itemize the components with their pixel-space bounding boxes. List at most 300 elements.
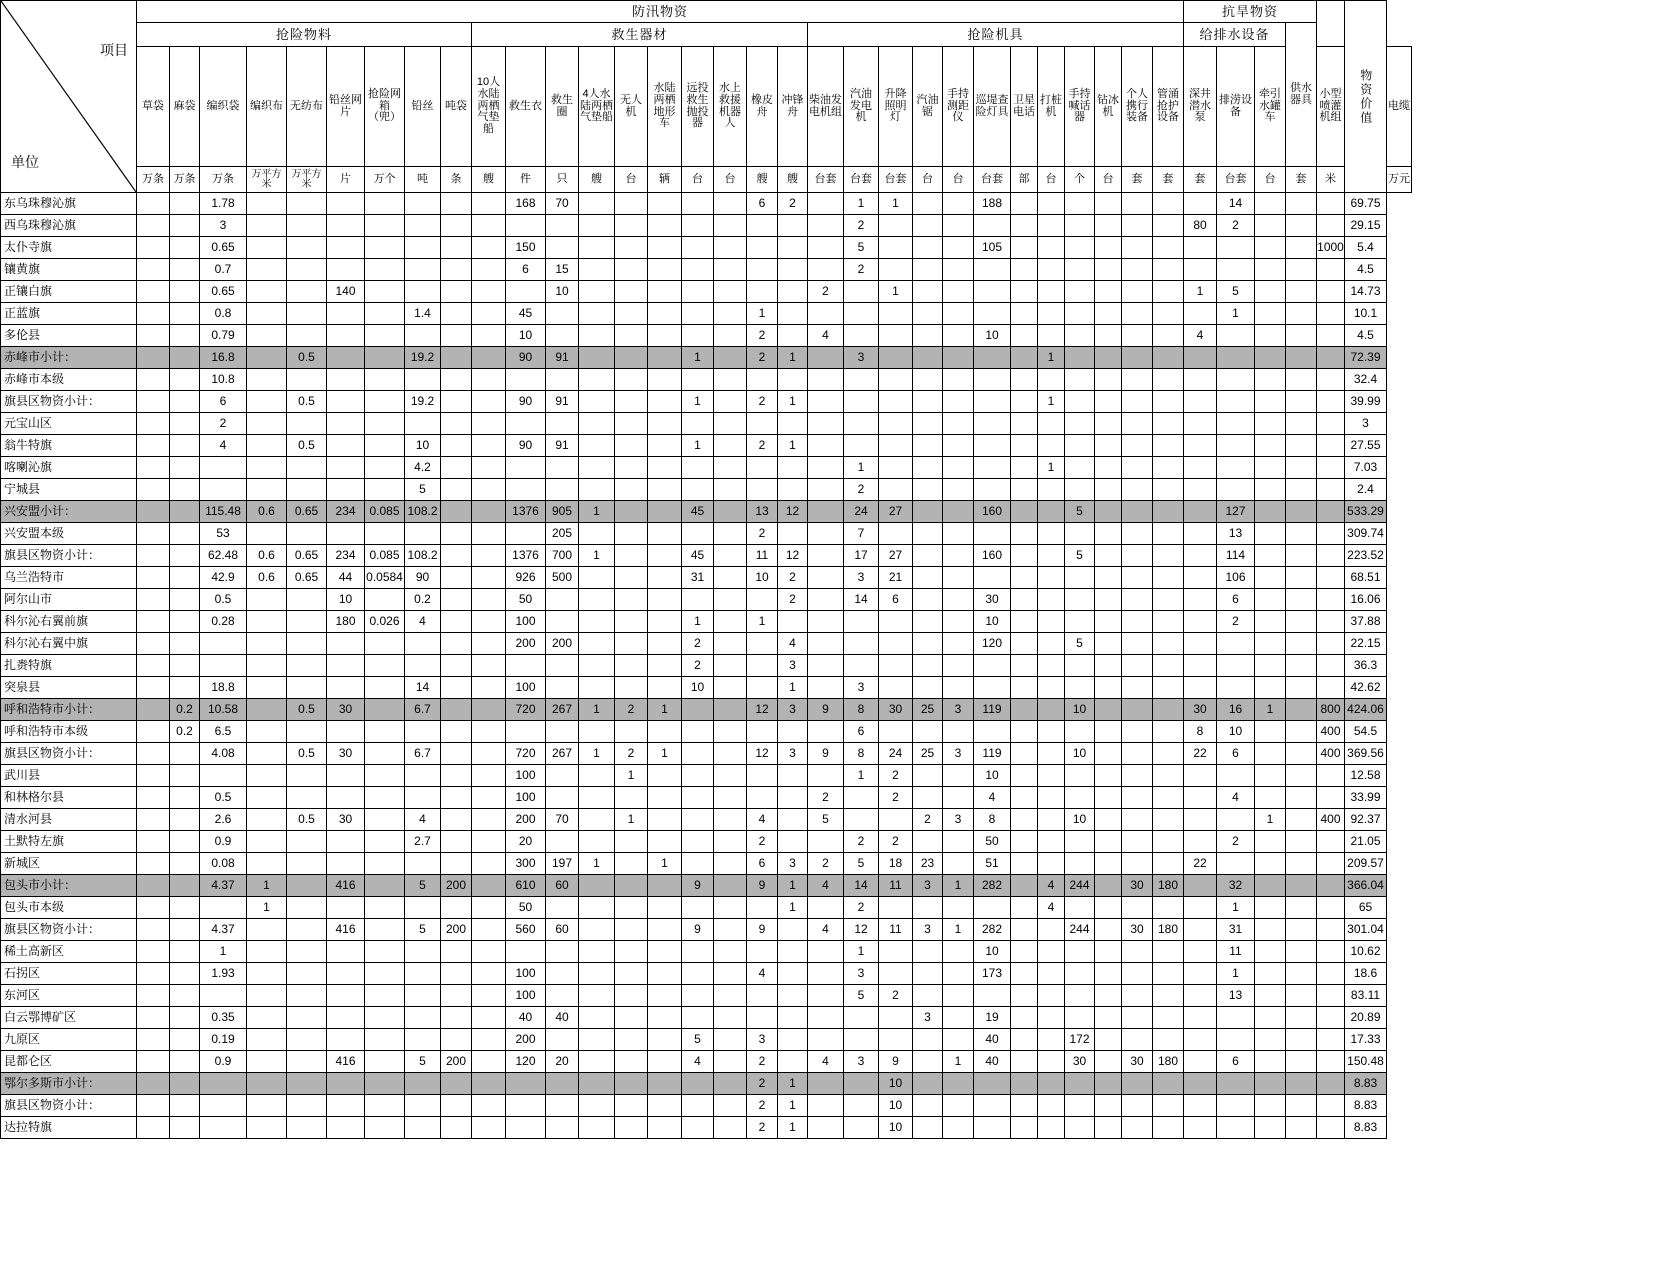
cell <box>1317 545 1345 567</box>
table-row <box>1 413 1412 435</box>
cell: 6 <box>1217 743 1255 765</box>
table-row <box>1 435 1412 457</box>
cell <box>441 347 472 369</box>
cell: 13 <box>747 501 778 523</box>
cell <box>1122 721 1153 743</box>
cell <box>327 325 365 347</box>
cell <box>778 325 808 347</box>
row-label: 旗县区物资小计： <box>1 919 137 941</box>
cell: 1 <box>247 875 287 897</box>
cell <box>137 303 170 325</box>
cell <box>714 1095 747 1117</box>
row-label: 呼和浩特市本级 <box>1 721 137 743</box>
cell <box>808 1007 844 1029</box>
cell <box>1122 435 1153 457</box>
cell <box>1255 655 1286 677</box>
cell <box>1317 413 1345 435</box>
row-label: 呼和浩特市小计： <box>1 699 137 721</box>
cell <box>1255 1117 1286 1139</box>
cell <box>441 677 472 699</box>
cell: 14 <box>1217 193 1255 215</box>
cell <box>441 1095 472 1117</box>
cell <box>682 479 714 501</box>
cell <box>943 985 974 1007</box>
cell <box>327 1029 365 1051</box>
cell <box>943 435 974 457</box>
cell: 3 <box>844 347 879 369</box>
cell <box>943 1117 974 1139</box>
cell <box>1255 281 1286 303</box>
cell <box>137 611 170 633</box>
cell <box>714 457 747 479</box>
cell <box>579 193 615 215</box>
cell <box>913 589 943 611</box>
cell: 3 <box>913 1007 943 1029</box>
cell <box>808 633 844 655</box>
cell: 45 <box>682 545 714 567</box>
cell <box>200 479 247 501</box>
cell <box>1011 237 1038 259</box>
cell <box>1095 963 1122 985</box>
cell: 40 <box>546 1007 579 1029</box>
cell-total-value: 12.58 <box>1345 765 1387 787</box>
cell <box>546 237 579 259</box>
cell <box>472 589 506 611</box>
cell <box>1255 259 1286 281</box>
cell <box>714 1117 747 1139</box>
cell-total-value: 369.56 <box>1345 743 1387 765</box>
row-label: 石拐区 <box>1 963 137 985</box>
cell <box>778 1051 808 1073</box>
cell <box>1286 237 1317 259</box>
cell: 5 <box>844 237 879 259</box>
cell: 12 <box>778 501 808 523</box>
cell <box>579 1029 615 1051</box>
cell <box>247 391 287 413</box>
cell: 91 <box>546 391 579 413</box>
row-label: 清水河县 <box>1 809 137 831</box>
cell <box>1317 633 1345 655</box>
cell: 160 <box>974 501 1011 523</box>
cell <box>247 941 287 963</box>
cell <box>506 215 546 237</box>
cell <box>615 237 648 259</box>
cell <box>1153 853 1184 875</box>
cell <box>974 391 1011 413</box>
cell-total-value: 72.39 <box>1345 347 1387 369</box>
cell: 70 <box>546 193 579 215</box>
row-label: 包头市小计： <box>1 875 137 897</box>
cell <box>615 611 648 633</box>
cell <box>648 435 682 457</box>
cell-total-value: 18.6 <box>1345 963 1387 985</box>
cell <box>808 237 844 259</box>
cell <box>1184 897 1217 919</box>
cell <box>1065 303 1095 325</box>
row-label: 赤峰市小计： <box>1 347 137 369</box>
cell <box>287 985 327 1007</box>
cell <box>1184 611 1217 633</box>
cell <box>327 391 365 413</box>
cell <box>1255 1095 1286 1117</box>
cell <box>808 831 844 853</box>
cell <box>200 655 247 677</box>
cell: 1 <box>1038 347 1065 369</box>
cell <box>579 479 615 501</box>
cell: 200 <box>506 1029 546 1051</box>
cell <box>1038 523 1065 545</box>
cell <box>714 193 747 215</box>
cell <box>546 897 579 919</box>
cell <box>844 325 879 347</box>
cell: 2 <box>844 479 879 501</box>
cell <box>1184 633 1217 655</box>
cell <box>1011 633 1038 655</box>
cell <box>974 347 1011 369</box>
cell <box>974 1073 1011 1095</box>
cell <box>1095 347 1122 369</box>
cell <box>1095 1073 1122 1095</box>
cell <box>615 281 648 303</box>
cell <box>913 325 943 347</box>
column-unit-22: 台套 <box>879 167 913 193</box>
cell <box>327 523 365 545</box>
cell <box>943 831 974 853</box>
cell <box>1122 677 1153 699</box>
table-row <box>1 193 1412 215</box>
cell <box>913 259 943 281</box>
cell <box>170 897 200 919</box>
cell: 3 <box>747 1029 778 1051</box>
cell <box>1095 743 1122 765</box>
cell <box>747 281 778 303</box>
cell <box>247 1117 287 1139</box>
cell <box>714 325 747 347</box>
cell: 90 <box>506 435 546 457</box>
cell: 0.8 <box>200 303 247 325</box>
cell <box>365 369 405 391</box>
cell <box>1217 677 1255 699</box>
cell <box>1255 985 1286 1007</box>
cell <box>472 413 506 435</box>
cell <box>615 1007 648 1029</box>
cell <box>170 1051 200 1073</box>
cell <box>1122 237 1153 259</box>
cell <box>778 259 808 281</box>
cell <box>137 237 170 259</box>
cell: 4.2 <box>405 457 441 479</box>
cell <box>682 259 714 281</box>
cell <box>648 193 682 215</box>
cell <box>714 743 747 765</box>
cell <box>170 237 200 259</box>
row-label: 旗县区物资小计： <box>1 391 137 413</box>
cell <box>1095 677 1122 699</box>
cell <box>682 721 714 743</box>
cell <box>200 1117 247 1139</box>
cell <box>615 523 648 545</box>
cell <box>615 1095 648 1117</box>
cell <box>170 875 200 897</box>
cell: 5 <box>1065 545 1095 567</box>
cell <box>615 963 648 985</box>
cell <box>441 897 472 919</box>
cell <box>1011 303 1038 325</box>
cell <box>287 897 327 919</box>
table-row <box>1 1029 1412 1051</box>
cell <box>1317 1029 1345 1051</box>
cell: 23 <box>913 853 943 875</box>
column-unit-3: 万条 <box>200 167 247 193</box>
cell <box>913 501 943 523</box>
cell <box>365 1095 405 1117</box>
cell <box>913 1117 943 1139</box>
cell <box>579 1051 615 1073</box>
cell <box>648 765 682 787</box>
cell <box>1038 479 1065 501</box>
cell <box>472 919 506 941</box>
cell: 5 <box>682 1029 714 1051</box>
cell: 3 <box>844 963 879 985</box>
cell <box>974 215 1011 237</box>
cell <box>170 523 200 545</box>
cell <box>1153 677 1184 699</box>
cell <box>648 941 682 963</box>
cell: 0.6 <box>247 567 287 589</box>
cell <box>137 919 170 941</box>
cell <box>747 721 778 743</box>
cell <box>714 435 747 457</box>
cell: 4 <box>778 633 808 655</box>
cell <box>137 699 170 721</box>
cell <box>405 523 441 545</box>
cell <box>247 611 287 633</box>
cell <box>1065 897 1095 919</box>
cell <box>1317 391 1345 413</box>
column-header-30: 个人携行装备 <box>1122 47 1153 167</box>
cell <box>327 237 365 259</box>
cell: 15 <box>546 259 579 281</box>
cell: 1 <box>747 303 778 325</box>
cell <box>247 413 287 435</box>
cell: 6 <box>879 589 913 611</box>
cell <box>913 677 943 699</box>
cell <box>137 1095 170 1117</box>
cell <box>974 655 1011 677</box>
cell: 44 <box>327 567 365 589</box>
cell: 0.0584 <box>365 567 405 589</box>
cell: 16.8 <box>200 347 247 369</box>
table-row <box>1 787 1412 809</box>
cell: 2 <box>747 1051 778 1073</box>
cell <box>546 369 579 391</box>
cell <box>808 193 844 215</box>
cell: 8 <box>1184 721 1217 743</box>
cell <box>1286 523 1317 545</box>
cell-total-value: 69.75 <box>1345 193 1387 215</box>
cell-total-value: 2.4 <box>1345 479 1387 501</box>
cell <box>1095 655 1122 677</box>
cell <box>1317 347 1345 369</box>
cell <box>1317 853 1345 875</box>
cell <box>943 215 974 237</box>
cell <box>365 963 405 985</box>
cell: 244 <box>1065 875 1095 897</box>
cell: 2 <box>747 1117 778 1139</box>
cell <box>170 919 200 941</box>
cell: 0.6 <box>247 545 287 567</box>
cell <box>405 853 441 875</box>
cell <box>287 1117 327 1139</box>
cell: 0.9 <box>200 831 247 853</box>
column-unit-1: 万条 <box>137 167 170 193</box>
cell <box>365 853 405 875</box>
cell: 9 <box>747 875 778 897</box>
cell <box>943 1073 974 1095</box>
table-row <box>1 853 1412 875</box>
cell <box>441 809 472 831</box>
cell <box>778 1007 808 1029</box>
cell <box>472 809 506 831</box>
cell <box>808 215 844 237</box>
cell <box>1255 567 1286 589</box>
cell <box>844 303 879 325</box>
cell: 4 <box>200 435 247 457</box>
cell <box>682 193 714 215</box>
cell <box>1038 325 1065 347</box>
cell <box>1184 567 1217 589</box>
cell <box>170 743 200 765</box>
cell <box>365 941 405 963</box>
cell <box>1095 413 1122 435</box>
cell <box>1038 589 1065 611</box>
cell <box>778 479 808 501</box>
cell <box>327 985 365 1007</box>
cell <box>1317 501 1345 523</box>
cell <box>1255 369 1286 391</box>
cell <box>615 721 648 743</box>
cell <box>648 237 682 259</box>
cell <box>747 215 778 237</box>
cell: 1 <box>943 919 974 941</box>
cell <box>472 391 506 413</box>
cell <box>247 633 287 655</box>
cell <box>1217 1117 1255 1139</box>
table-row <box>1 347 1412 369</box>
cell <box>844 369 879 391</box>
cell-total-value: 20.89 <box>1345 1007 1387 1029</box>
cell: 13 <box>1217 985 1255 1007</box>
cell: 6.7 <box>405 699 441 721</box>
cell <box>405 787 441 809</box>
cell <box>365 303 405 325</box>
cell <box>1184 1029 1217 1051</box>
cell <box>747 985 778 1007</box>
cell <box>778 1029 808 1051</box>
cell: 21 <box>879 567 913 589</box>
cell: 2 <box>682 655 714 677</box>
cell <box>1255 963 1286 985</box>
cell <box>1286 765 1317 787</box>
cell <box>1011 853 1038 875</box>
cell: 200 <box>506 809 546 831</box>
cell: 172 <box>1065 1029 1095 1051</box>
cell <box>247 1029 287 1051</box>
cell <box>1038 1117 1065 1139</box>
corner-header <box>1 1 137 193</box>
cell <box>913 237 943 259</box>
cell <box>808 369 844 391</box>
cell <box>778 413 808 435</box>
cell <box>1122 369 1153 391</box>
cell <box>808 1029 844 1051</box>
cell: 100 <box>506 765 546 787</box>
cell <box>648 611 682 633</box>
cell <box>247 589 287 611</box>
cell <box>808 655 844 677</box>
cell <box>365 413 405 435</box>
cell <box>648 347 682 369</box>
cell <box>1255 193 1286 215</box>
cell <box>648 259 682 281</box>
cell <box>137 853 170 875</box>
cell: 50 <box>974 831 1011 853</box>
cell <box>615 457 648 479</box>
cell: 0.5 <box>287 347 327 369</box>
cell <box>170 655 200 677</box>
cell <box>974 281 1011 303</box>
cell <box>365 677 405 699</box>
cell <box>546 589 579 611</box>
cell <box>1286 655 1317 677</box>
cell <box>648 831 682 853</box>
cell <box>1286 809 1317 831</box>
cell <box>441 853 472 875</box>
cell <box>1153 1029 1184 1051</box>
cell <box>287 1029 327 1051</box>
cell: 1 <box>682 347 714 369</box>
cell: 180 <box>1153 875 1184 897</box>
cell <box>682 1007 714 1029</box>
cell <box>808 479 844 501</box>
cell <box>1255 237 1286 259</box>
cell <box>1184 963 1217 985</box>
cell <box>648 369 682 391</box>
cell <box>1011 1051 1038 1073</box>
cell <box>1153 743 1184 765</box>
cell <box>405 413 441 435</box>
cell <box>1038 1029 1065 1051</box>
cell: 30 <box>327 743 365 765</box>
cell <box>327 215 365 237</box>
cell <box>615 897 648 919</box>
cell <box>714 985 747 1007</box>
cell: 2 <box>615 699 648 721</box>
cell <box>327 1073 365 1095</box>
cell <box>648 1073 682 1095</box>
cell <box>974 479 1011 501</box>
cell <box>1184 1117 1217 1139</box>
cell <box>648 875 682 897</box>
cell: 24 <box>844 501 879 523</box>
cell <box>1153 567 1184 589</box>
cell <box>170 1117 200 1139</box>
cell <box>1286 193 1317 215</box>
cell <box>579 435 615 457</box>
column-header-10: 10人水陆两栖气垫船 <box>472 47 506 167</box>
cell <box>1317 919 1345 941</box>
cell <box>506 523 546 545</box>
